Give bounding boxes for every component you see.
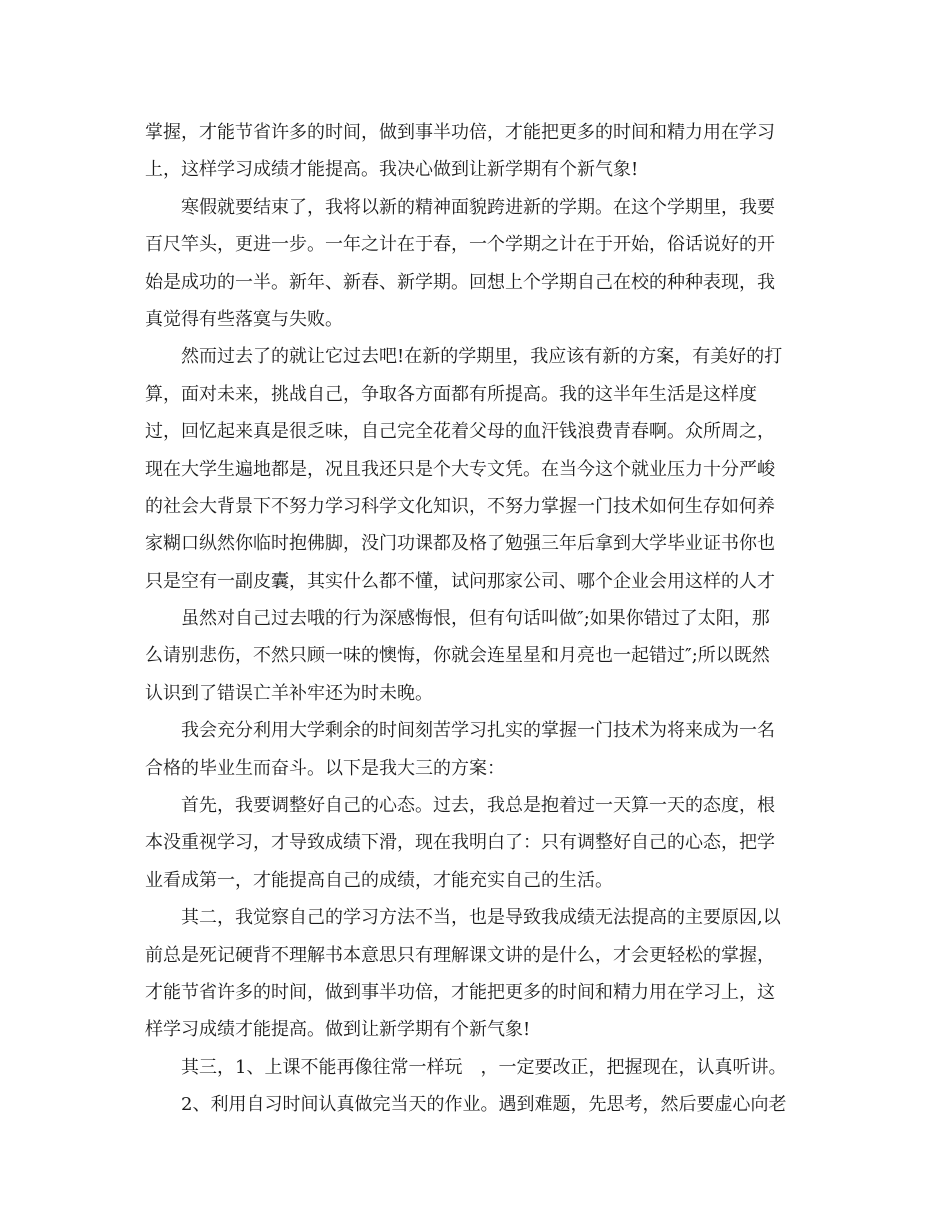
text-line: 的社会大背景下不努力学习科学文化知识，不努力掌握一门技术如何生存如何养 [145, 495, 775, 517]
text-line: 合格的毕业生而奋斗。以下是我大三的方案： [145, 757, 505, 779]
text-line: 其二，我觉察自己的学习方法不当，也是导致我成绩无法提高的主要原因,以 [181, 907, 781, 929]
text-line: 算，面对未来，挑战自己，争取各方面都有所提高。我的这半年生活是这样度 [145, 383, 757, 405]
text-line: 么请别悲伤，不然只顾一味的懊悔，你就会连星星和月亮也一起错过″;所以既然 [145, 645, 770, 667]
text-line: 我会充分利用大学剩余的时间刻苦学习扎实的掌握一门技术为将来成为一名 [181, 720, 775, 742]
text-line: 前总是死记硬背不理解书本意思只有理解课文讲的是什么，才会更轻松的掌握， [145, 944, 775, 966]
text-line: 寒假就要结束了，我将以新的精神面貌跨进新的学期。在这个学期里，我要 [181, 196, 775, 218]
text-line: 样学习成绩才能提高。做到让新学期有个新气象! [145, 1019, 531, 1041]
text-line: 上，这样学习成绩才能提高。我决心做到让新学期有个新气象! [145, 159, 639, 181]
text-line: 本没重视学习，才导致成绩下滑，现在我明白了：只有调整好自己的心态，把学 [145, 832, 775, 854]
text-line: 然而过去了的就让它过去吧!在新的学期里，我应该有新的方案，有美好的打 [181, 346, 783, 368]
text-line: 真觉得有些落寞与失败。 [145, 308, 343, 330]
text-line: 2、利用自习时间认真做完当天的作业。遇到难题，先思考，然后要虚心向老 [181, 1094, 787, 1116]
text-line: 认识到了错误亡羊补牢还为时未晚。 [145, 682, 433, 704]
text-line: 只是空有一副皮囊，其实什么都不懂，试问那家公司、哪个企业会用这样的人才 [145, 570, 775, 592]
text-line: 过，回忆起来真是很乏味，自己完全花着父母的血汗钱浪费青春啊。众所周之， [145, 421, 775, 443]
text-line: 虽然对自己过去哦的行为深感悔恨，但有句话叫做″;如果你错过了太阳，那 [181, 608, 770, 630]
document-body [145, 114, 805, 1124]
text-line: 百尺竿头，更进一步。一年之计在于春，一个学期之计在于开始，俗话说好的开 [145, 234, 775, 256]
text-line: 首先，我要调整好自己的心态。过去，我总是抱着过一天算一天的态度，根 [181, 795, 775, 817]
text-line: 掌握，才能节省许多的时间，做到事半功倍，才能把更多的时间和精力用在学习 [145, 122, 775, 143]
text-line: 业看成第一，才能提高自己的成绩，才能充实自己的生活。 [145, 869, 613, 891]
text-line: 才能节省许多的时间，做到事半功倍，才能把更多的时间和精力用在学习上，这 [145, 981, 775, 1003]
text-line: 现在大学生遍地都是，况且我还只是个大专文凭。在当今这个就业压力十分严峻 [145, 458, 775, 480]
text-line: 家糊口纵然你临时抱佛脚，没门功课都及格了勉强三年后拿到大学毕业证书你也 [145, 533, 775, 555]
text-line: 其三，1、上课不能再像往常一样玩 ，一定要改正，把握现在，认真听讲。 [181, 1056, 787, 1078]
text-line: 始是成功的一半。新年、新春、新学期。回想上个学期自己在校的种种表现，我 [145, 271, 775, 293]
